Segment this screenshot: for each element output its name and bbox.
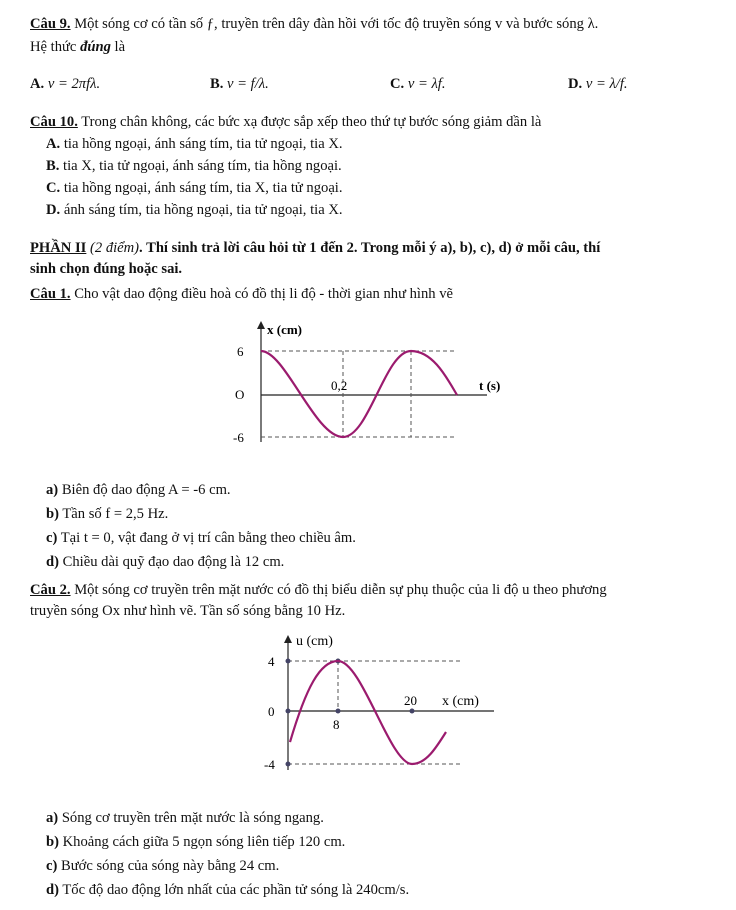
part2-instructions-2: sinh chọn đúng hoặc sai. <box>30 261 183 277</box>
p1-item-a-label: a) <box>46 482 59 498</box>
p2-item-d[interactable] <box>46 880 409 901</box>
q10-text: Trong chân không, các bức xạ được sắp xếp theo thứ tự bước sóng giảm dần là <box>77 114 542 130</box>
q10-option-b-text: tia X, tia tử ngoại, ánh sáng tím, tia hồng ngoại. <box>59 158 342 174</box>
p1-tick-6: 6 <box>237 344 244 359</box>
p1-x-label: t (s) <box>479 378 501 393</box>
p2-item-c-text: Bước sóng của sóng này bằng 24 cm. <box>57 858 280 874</box>
p1-item-d-label: d) <box>46 554 59 570</box>
q9-option-c[interactable] <box>390 74 446 95</box>
p1-tick-0: O <box>235 387 245 402</box>
q9-option-c-text: v = λf. <box>404 76 446 92</box>
p2-item-b-text: Khoảng cách giữa 5 ngọn sóng liên tiếp 120 cm. <box>58 834 346 850</box>
p1-curve <box>261 351 457 437</box>
p1-text: Cho vật dao động điều hoà có đồ thị li độ - thời gian như hình vẽ <box>70 286 453 302</box>
q9-option-d-label: D. <box>568 76 583 92</box>
part2-heading <box>30 238 600 259</box>
q9-emph: đúng <box>80 39 111 55</box>
p1-item-b-text: Tần số f = 2,5 Hz. <box>58 506 169 522</box>
q9-option-a-text: v = 2πfλ. <box>44 76 101 92</box>
p2-item-a[interactable] <box>46 808 324 829</box>
p2-curve <box>290 661 446 764</box>
p2-point-top <box>286 659 291 664</box>
p2-text1: Một sóng cơ truyền trên mặt nước có đồ thị biểu diễn sự phụ thuộc của li độ u theo phương <box>70 582 607 598</box>
q10-number: Câu 10. <box>30 114 78 130</box>
q9-option-c-label: C. <box>390 76 405 92</box>
q10-option-c[interactable] <box>46 178 343 199</box>
q9-text2a: Hệ thức <box>30 39 81 55</box>
q9-option-d-text: v = λ/f. <box>582 76 628 92</box>
p1-number: Câu 1. <box>30 286 71 302</box>
p2-item-a-label: a) <box>46 810 59 826</box>
part2-heading-line2 <box>30 259 182 280</box>
p2-y-arrow-icon <box>284 635 292 643</box>
p1-stem <box>30 284 453 305</box>
p1-item-b[interactable] <box>46 504 168 525</box>
p2-point-20 <box>410 709 415 714</box>
q9-option-b-text: v = f/λ. <box>223 76 269 92</box>
part2-title: PHẦN II <box>30 240 87 256</box>
q10-option-d-text: ánh sáng tím, tia hồng ngoại, tia tử ngoại, tia X. <box>60 202 343 218</box>
p1-item-a[interactable] <box>46 480 231 501</box>
p2-graph <box>250 628 510 778</box>
p1-tick-m6: -6 <box>233 430 244 445</box>
p2-tick-8: 8 <box>333 717 340 732</box>
p2-x-label: x (cm) <box>442 694 479 709</box>
q10-option-c-label: C. <box>46 180 61 196</box>
q10-stem <box>30 112 541 133</box>
q9-text: Một sóng cơ có tần số ƒ, truyền trên dây đàn hồi với tốc độ truyền sóng v và bước sóng λ. <box>70 16 599 32</box>
q10-option-a-text: tia hồng ngoại, ánh sáng tím, tia tử ngoại, tia X. <box>60 136 343 152</box>
q9-text2c: là <box>110 39 126 55</box>
p2-stem-line2 <box>30 601 345 622</box>
part2-points: (2 điểm) <box>86 240 140 256</box>
p2-item-c[interactable] <box>46 856 279 877</box>
p2-stem <box>30 580 607 601</box>
q10-option-a-label: A. <box>46 136 61 152</box>
q10-option-d-label: D. <box>46 202 61 218</box>
p2-item-c-label: c) <box>46 858 58 874</box>
q10-option-b[interactable] <box>46 156 342 177</box>
p1-y-label: x (cm) <box>267 322 303 337</box>
p2-text2: truyền sóng Ox như hình vẽ. Tần số sóng bằng 10 Hz. <box>30 603 346 619</box>
q10-option-b-label: B. <box>46 158 60 174</box>
p2-item-b[interactable] <box>46 832 345 853</box>
q10-option-a[interactable] <box>46 134 343 155</box>
p1-item-c-label: c) <box>46 530 58 546</box>
p2-tick-20: 20 <box>404 693 417 708</box>
p2-tick-0: 0 <box>268 704 275 719</box>
p2-item-a-text: Sóng cơ truyền trên mặt nước là sóng ngang. <box>58 810 324 826</box>
p1-item-a-text: Biên độ dao động A = -6 cm. <box>58 482 231 498</box>
p1-item-c[interactable] <box>46 528 356 549</box>
p2-point-8 <box>336 709 341 714</box>
q9-stem <box>30 14 598 35</box>
p2-point-bottom <box>286 762 291 767</box>
p1-tick-t: 0,2 <box>331 378 348 393</box>
p2-point-origin <box>286 709 291 714</box>
q10-option-d[interactable] <box>46 200 343 221</box>
q10-option-c-text: tia hồng ngoại, ánh sáng tím, tia X, tia tử ngoại. <box>60 180 343 196</box>
p2-item-d-text: Tốc độ dao động lớn nhất của các phần tử sóng là 240cm/s. <box>58 882 410 898</box>
p2-number: Câu 2. <box>30 582 71 598</box>
p1-item-d[interactable] <box>46 552 284 573</box>
p1-y-arrow-icon <box>257 321 265 329</box>
p1-graph <box>225 318 525 450</box>
p1-item-d-text: Chiều dài quỹ đạo dao động là 12 cm. <box>58 554 285 570</box>
p1-item-c-text: Tại t = 0, vật đang ở vị trí cân bằng theo chiều âm. <box>57 530 356 546</box>
q9-number: Câu 9. <box>30 16 71 32</box>
p2-tick-m4: -4 <box>264 757 275 772</box>
q9-option-b-label: B. <box>210 76 224 92</box>
q9-option-b[interactable] <box>210 74 269 95</box>
q9-option-d[interactable] <box>568 74 628 95</box>
q9-option-a[interactable] <box>30 74 100 95</box>
p2-tick-4: 4 <box>268 654 275 669</box>
p2-item-b-label: b) <box>46 834 59 850</box>
p2-y-label: u (cm) <box>296 634 333 649</box>
p2-item-d-label: d) <box>46 882 59 898</box>
q9-option-a-label: A. <box>30 76 45 92</box>
p1-item-b-label: b) <box>46 506 59 522</box>
part2-instructions: . Thí sinh trả lời câu hỏi từ 1 đến 2. Trong mỗi ý a), b), c), d) ở mỗi câu, thí <box>139 240 601 256</box>
q9-stem-line2 <box>30 37 125 58</box>
